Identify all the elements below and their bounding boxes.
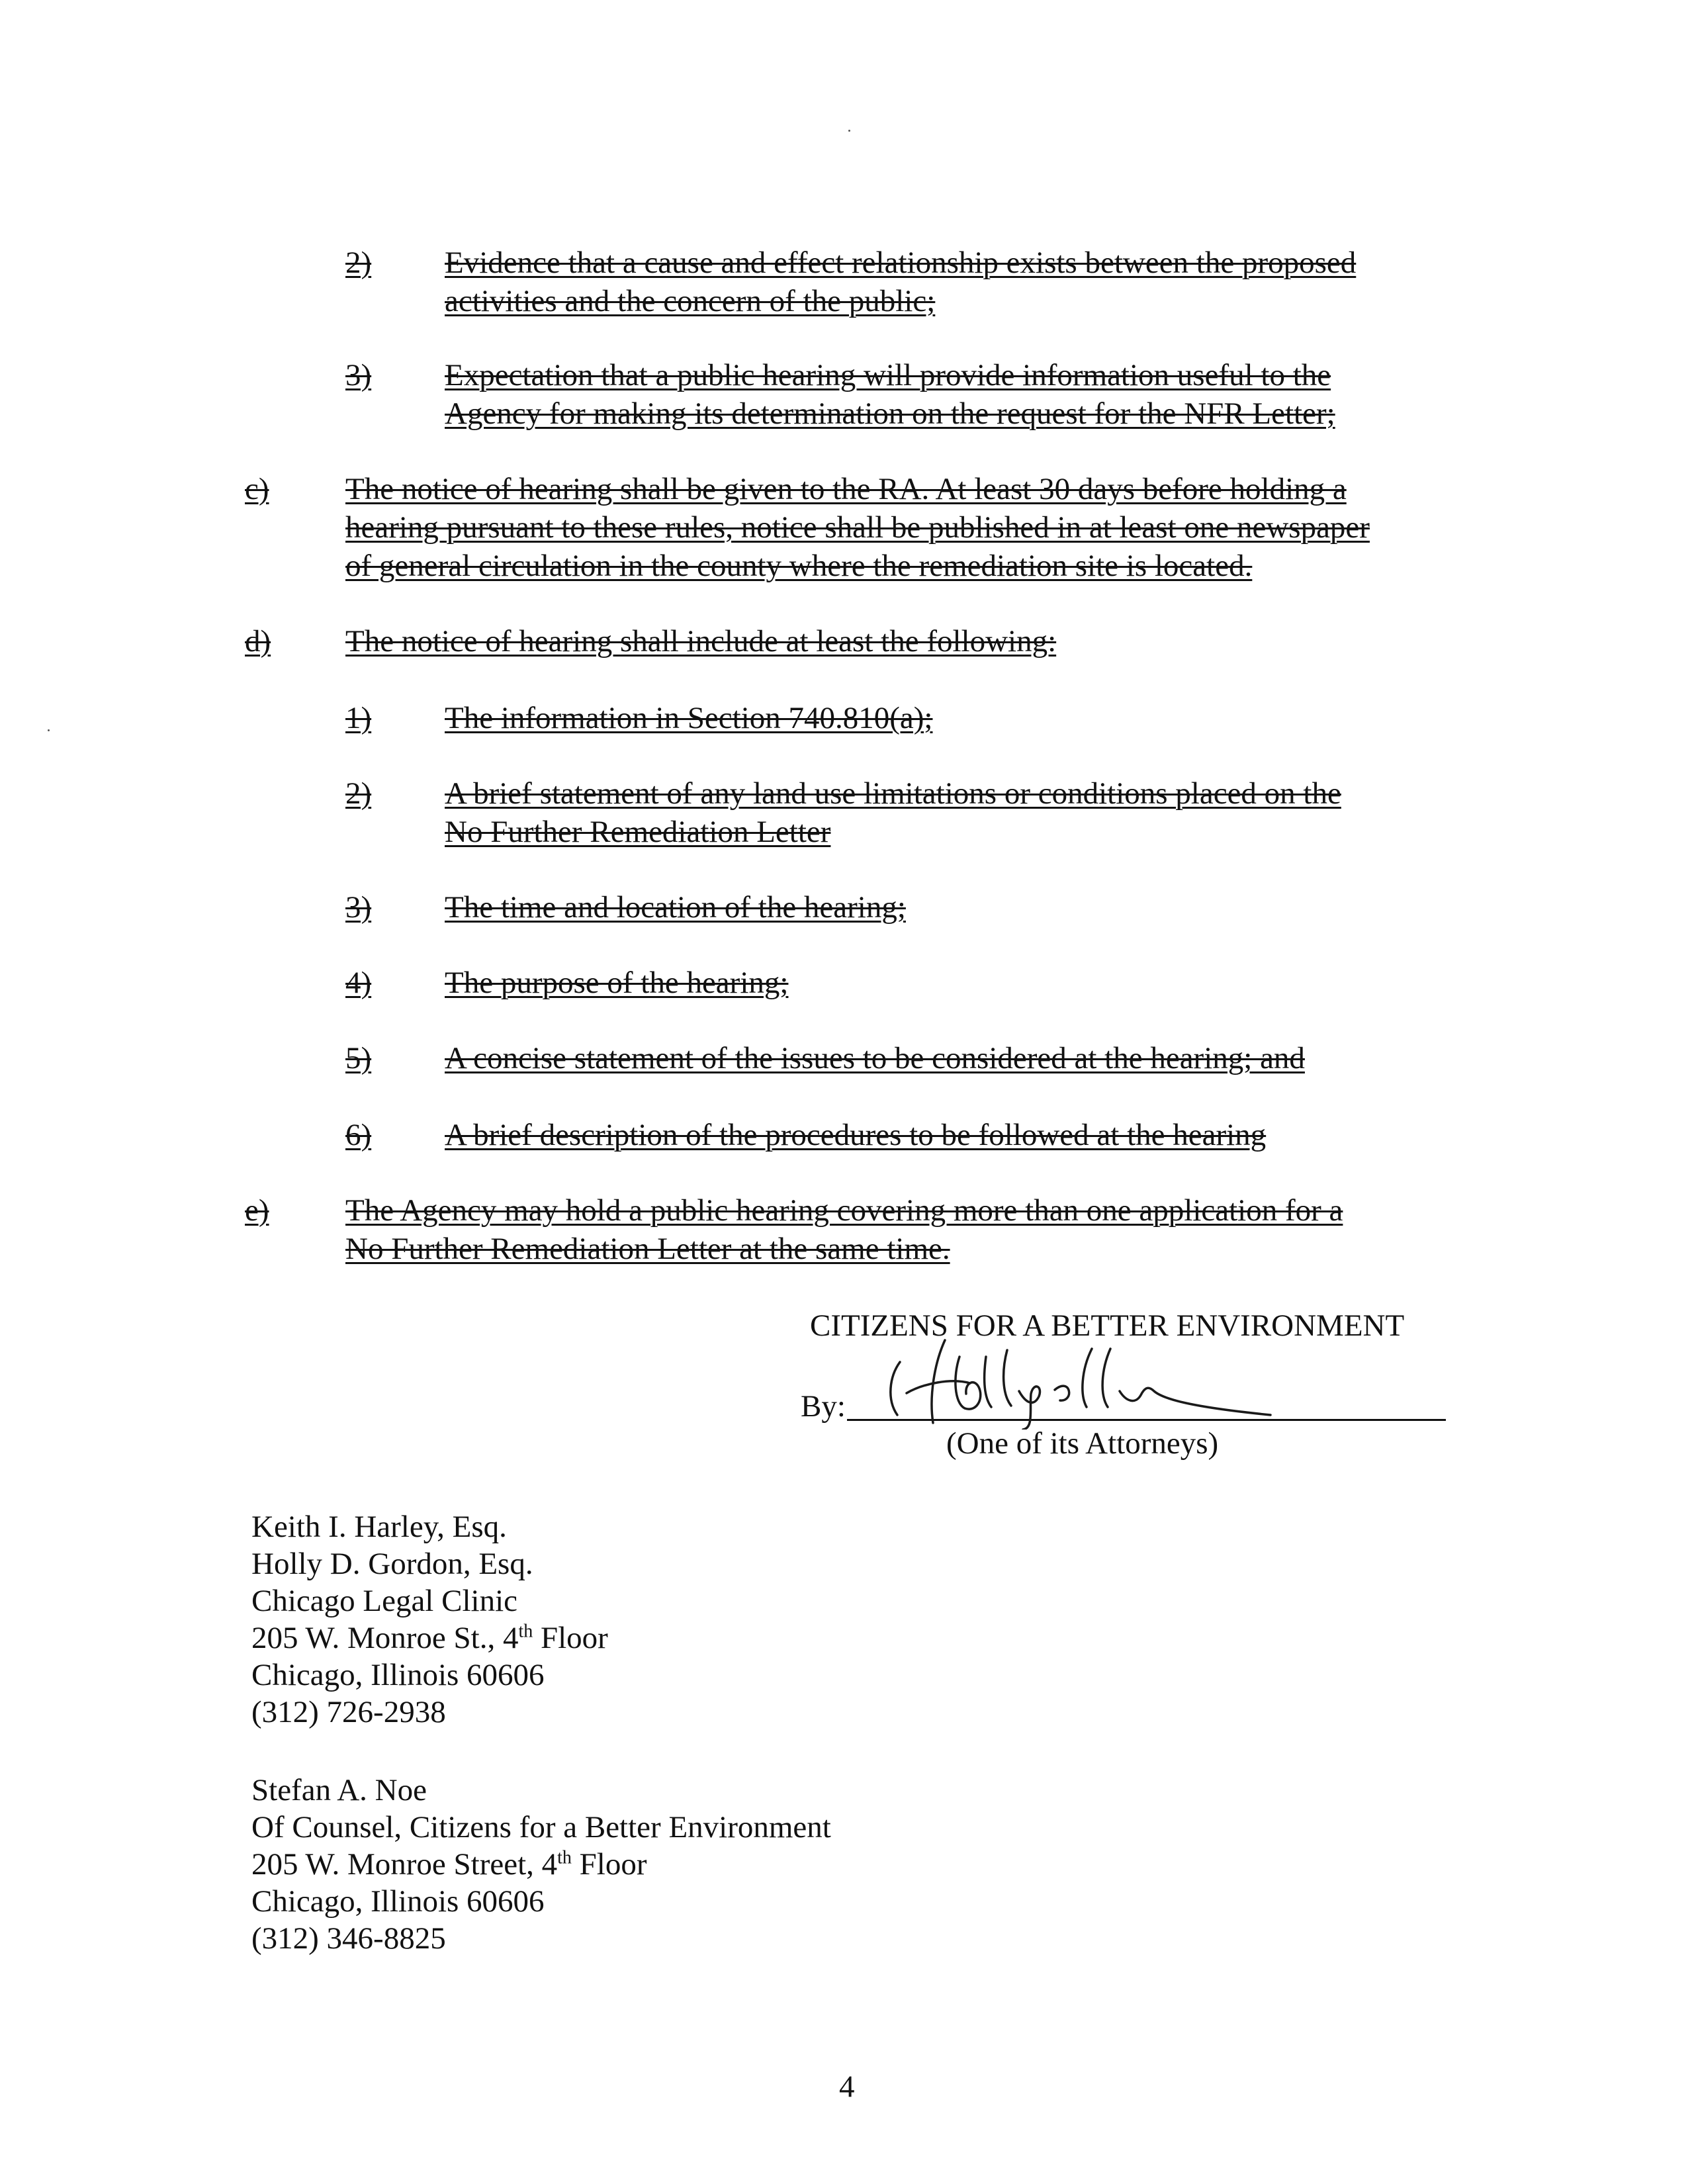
- item-label: e): [245, 1193, 269, 1228]
- item-text: No Further Remediation Letter: [445, 815, 831, 849]
- item-label: d): [245, 624, 271, 659]
- item-label: 3): [345, 890, 372, 925]
- phone-number: (312) 346-8825: [251, 1921, 446, 1956]
- attorney-name: Stefan A. Noe: [251, 1773, 427, 1807]
- item-text: The Agency may hold a public hearing covering more than one application for a: [345, 1193, 1343, 1228]
- item-text: activities and the concern of the public;: [445, 284, 936, 318]
- item-label: 5): [345, 1041, 372, 1075]
- handwritten-signature: [860, 1330, 1337, 1430]
- by-label: By:: [801, 1389, 846, 1424]
- page-number: 4: [839, 2070, 855, 2104]
- item-label: 1): [345, 701, 372, 735]
- item-label: 6): [345, 1118, 372, 1152]
- item-text: The notice of hearing shall be given to the RA. At least 30 days before holding a: [345, 472, 1347, 506]
- item-text: The information in Section 740.810(a);: [445, 701, 933, 735]
- item-text: A concise statement of the issues to be considered at the hearing; and: [445, 1041, 1305, 1075]
- city-state-zip: Chicago, Illinois 60606: [251, 1658, 545, 1692]
- city-state-zip: Chicago, Illinois 60606: [251, 1884, 545, 1919]
- item-label: c): [245, 472, 269, 506]
- item-text: No Further Remediation Letter at the same time.: [345, 1232, 950, 1266]
- item-label: 2): [345, 246, 372, 280]
- item-label: 3): [345, 358, 372, 392]
- scan-speck: [48, 729, 50, 731]
- item-label: 2): [345, 776, 372, 811]
- item-text: A brief description of the procedures to be followed at the hearing: [445, 1118, 1267, 1152]
- item-label: 4): [345, 966, 372, 1000]
- scan-speck: [848, 130, 850, 132]
- item-text: Expectation that a public hearing will provide information useful to the: [445, 358, 1331, 392]
- item-text: A brief statement of any land use limitations or conditions placed on the: [445, 776, 1341, 811]
- organization: Of Counsel, Citizens for a Better Environment: [251, 1810, 831, 1844]
- street-address: 205 W. Monroe St., 4th Floor: [251, 1621, 608, 1655]
- street-address: 205 W. Monroe Street, 4th Floor: [251, 1847, 647, 1882]
- organization-name: CITIZENS FOR A BETTER ENVIRONMENT: [810, 1308, 1405, 1343]
- attorney-name: Keith I. Harley, Esq.: [251, 1510, 507, 1544]
- attorney-name: Holly D. Gordon, Esq.: [251, 1547, 533, 1581]
- item-text: The time and location of the hearing;: [445, 890, 906, 925]
- signature-caption: (One of its Attorneys): [946, 1426, 1219, 1461]
- item-text: Agency for making its determination on the request for the NFR Letter;: [445, 396, 1335, 431]
- item-text: Evidence that a cause and effect relationship exists between the proposed: [445, 246, 1357, 280]
- phone-number: (312) 726-2938: [251, 1695, 446, 1729]
- item-text: hearing pursuant to these rules, notice shall be published in at least one newspaper: [345, 510, 1370, 545]
- organization: Chicago Legal Clinic: [251, 1584, 518, 1618]
- item-text: of general circulation in the county where the remediation site is located.: [345, 549, 1253, 583]
- item-text: The notice of hearing shall include at least the following:: [345, 624, 1057, 659]
- item-text: The purpose of the hearing;: [445, 966, 789, 1000]
